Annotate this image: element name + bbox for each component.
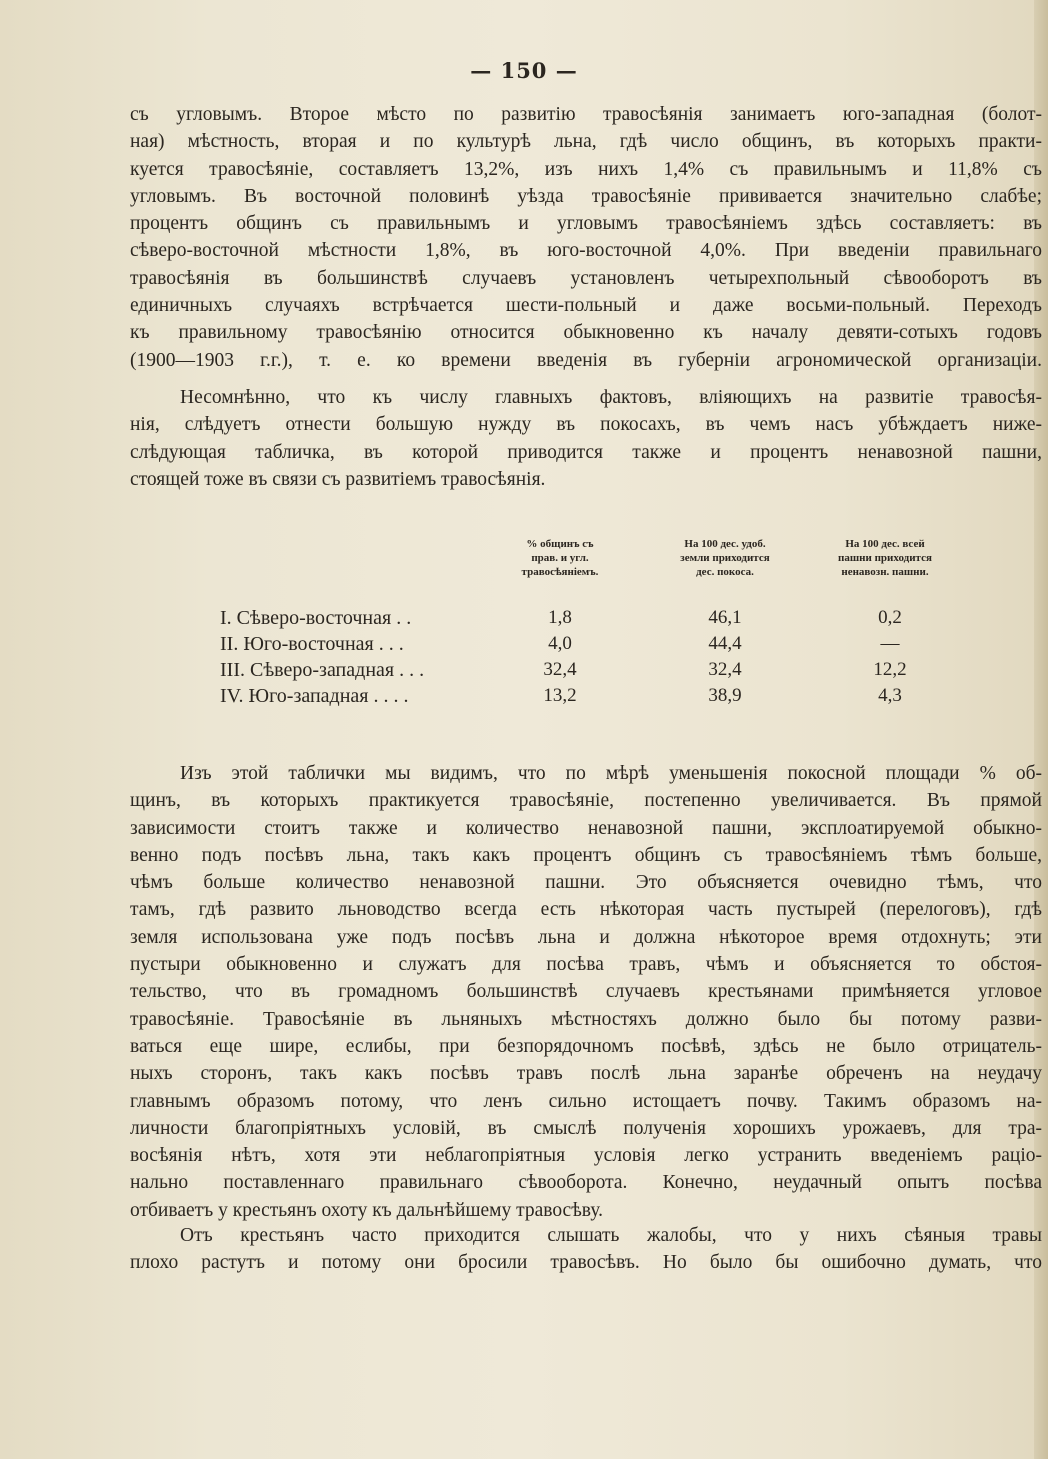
text-line: угловымъ. Въ восточной половинѣ уѣзда травосѣяніе прививается значительно слабѣе; (130, 185, 1042, 207)
cell-communities: 13,2 (543, 685, 577, 706)
text-line: (1900—1903 г.г.), т. е. ко времени введенія въ губерніи агрономической организаціи. (130, 349, 1042, 371)
paragraph-1 (130, 101, 1042, 374)
text-line: личности благопріятныхъ условій, въ смыслѣ полученія хорошихъ урожаевъ, для тра- (130, 1117, 1042, 1139)
text-line: съ угловымъ. Второе мѣсто по развитію травосѣянія занимаетъ юго-западная (болот- (130, 104, 1042, 125)
table-row (220, 605, 980, 631)
text-line: земля использована уже подъ посѣвъ льна и должна нѣкоторое время отдохнуть; эти (130, 926, 1042, 948)
text-line: главнымъ образомъ потому, что ленъ сильно истощаетъ почву. Такимъ образомъ на- (130, 1090, 1042, 1112)
header-line: земли приходится (680, 552, 770, 564)
column-header-unmanured (810, 537, 960, 579)
cell-unmanured: 12,2 (873, 659, 907, 680)
header-line: На 100 дес. всей (845, 538, 925, 550)
text-line: венно подъ посѣвъ льна, такъ какъ процентъ общинъ съ травосѣяніемъ тѣмъ больше, (130, 844, 1042, 866)
text-line: къ правильному травосѣянію относится обыкновенно къ началу девяти-сотыхъ годовъ (130, 322, 1042, 344)
paragraph-3 (130, 760, 1042, 1224)
header-line: ненавозн. пашни. (841, 566, 929, 578)
text-line: травосѣянія въ большинствѣ случаевъ установленъ четырехпольный сѣвооборотъ въ (130, 267, 1042, 289)
cell-meadow: 44,4 (708, 633, 742, 654)
text-line: плохо растутъ и потому они бросили травосѣвъ. Но было бы ошибочно думать, что (130, 1252, 1042, 1274)
header-line: дес. покоса. (696, 566, 754, 578)
cell-meadow: 46,1 (708, 607, 742, 628)
text-line: травосѣяніе. Травосѣяніе въ льняныхъ мѣстностяхъ должно было бы потому разви- (130, 1008, 1042, 1030)
text-line: тельство, что въ громадномъ большинствѣ случаевъ крестьянами примѣняется угловое (130, 981, 1042, 1003)
cell-unmanured: 4,3 (878, 685, 902, 706)
region-name: IV. Юго-западная . . . . (220, 685, 409, 707)
cell-unmanured: — (880, 633, 900, 654)
cell-communities: 4,0 (548, 633, 572, 654)
cell-communities: 32,4 (543, 659, 577, 680)
table-row (220, 657, 980, 683)
table-row (220, 631, 980, 657)
text-line: слѣдующая табличка, въ которой приводится также и процентъ ненавозной пашни, (130, 441, 1042, 463)
text-line: нія, слѣдуетъ отнести большую нужду въ покосахъ, въ чемъ насъ убѣждаетъ ниже- (130, 414, 1042, 436)
text-line: процентъ общинъ съ правильнымъ и угловымъ травосѣяніемъ здѣсь составляетъ: въ (130, 213, 1042, 235)
text-line: отбиваетъ у крестьянъ охоту къ дальнѣйшему травосѣву. (130, 1199, 604, 1221)
text-line: пустыри обыкновенно и служатъ для посѣва травъ, чѣмъ и объясняется то обстоя- (130, 954, 1042, 976)
text-line: стоящей тоже въ связи съ развитіемъ травосѣянія. (130, 468, 546, 490)
text-line: зависимости стоитъ также и количество ненавозной пашни, эксплоатируемой обыкно- (130, 817, 1042, 839)
header-line: На 100 дес. удоб. (684, 538, 766, 550)
region-name: II. Юго-восточная . . . (220, 633, 404, 655)
header-line: пашни приходится (838, 552, 932, 564)
text-line: единичныхъ случаяхъ встрѣчается шести-польный и даже восьми-польный. Переходъ (130, 295, 1042, 317)
cell-communities: 1,8 (548, 607, 572, 628)
text-line: куется травосѣяніе, составляетъ 13,2%, изъ нихъ 1,4% съ правильнымъ и 11,8% съ (130, 158, 1042, 180)
column-header-communities (490, 537, 630, 579)
text-line: тамъ, гдѣ развито льноводство всегда есть нѣкоторая часть пустырей (перелоговъ), гдѣ (130, 899, 1042, 921)
cell-unmanured: 0,2 (878, 607, 902, 628)
cell-meadow: 32,4 (708, 659, 742, 680)
text-line: щинъ, въ которыхъ практикуется травосѣяніе, постепенно увеличивается. Въ прямой (130, 790, 1042, 812)
text-line: нально поставленнаго правильнаго сѣвооборота. Конечно, неудачный опытъ посѣва (130, 1172, 1042, 1194)
text-line: чѣмъ больше количество ненавозной пашни. Это объясняется очевидно тѣмъ, что (130, 872, 1042, 894)
header-line: травосѣяніемъ. (521, 566, 599, 578)
text-line: ныхъ сторонъ, такъ какъ посѣвъ травъ послѣ льна заранѣе обреченъ на неудачу (130, 1063, 1042, 1085)
header-line: прав. и угл. (531, 552, 589, 564)
cell-meadow: 38,9 (708, 685, 742, 706)
text-line: ная) мѣстность, вторая и по культурѣ льна, гдѣ число общинъ, въ которыхъ практи- (130, 131, 1042, 153)
paragraph-2 (130, 384, 1042, 493)
page-number: — 150 — (470, 58, 578, 83)
text-line: Отъ крестьянъ часто приходится слышать жалобы, что у нихъ сѣяныя травы (180, 1225, 1042, 1246)
paragraph-4 (130, 1222, 1042, 1277)
header-line: % общинъ съ (526, 538, 594, 550)
text-line: ваться еще шире, еслибы, при безпорядочномъ посѣвѣ, здѣсь не было отрицатель- (130, 1035, 1042, 1057)
text-line: Несомнѣнно, что къ числу главныхъ фактовъ, вліяющихъ на развитіе травосѣя- (180, 387, 1042, 408)
text-line: сѣверо-восточной мѣстности 1,8%, въ юго-восточной 4,0%. При введеніи правильнаго (130, 240, 1042, 262)
region-name: I. Сѣверо-восточная . . (220, 607, 412, 629)
text-line: Изъ этой таблички мы видимъ, что по мѣрѣ уменьшенія покосной площади % об- (180, 763, 1042, 784)
region-name: III. Сѣверо-западная . . . (220, 659, 425, 681)
column-header-meadow (650, 537, 800, 579)
table-row (220, 683, 980, 709)
text-line: восѣянія нѣтъ, хотя эти неблагопріятныя условія легко устранить введеніемъ раціо- (130, 1145, 1042, 1167)
